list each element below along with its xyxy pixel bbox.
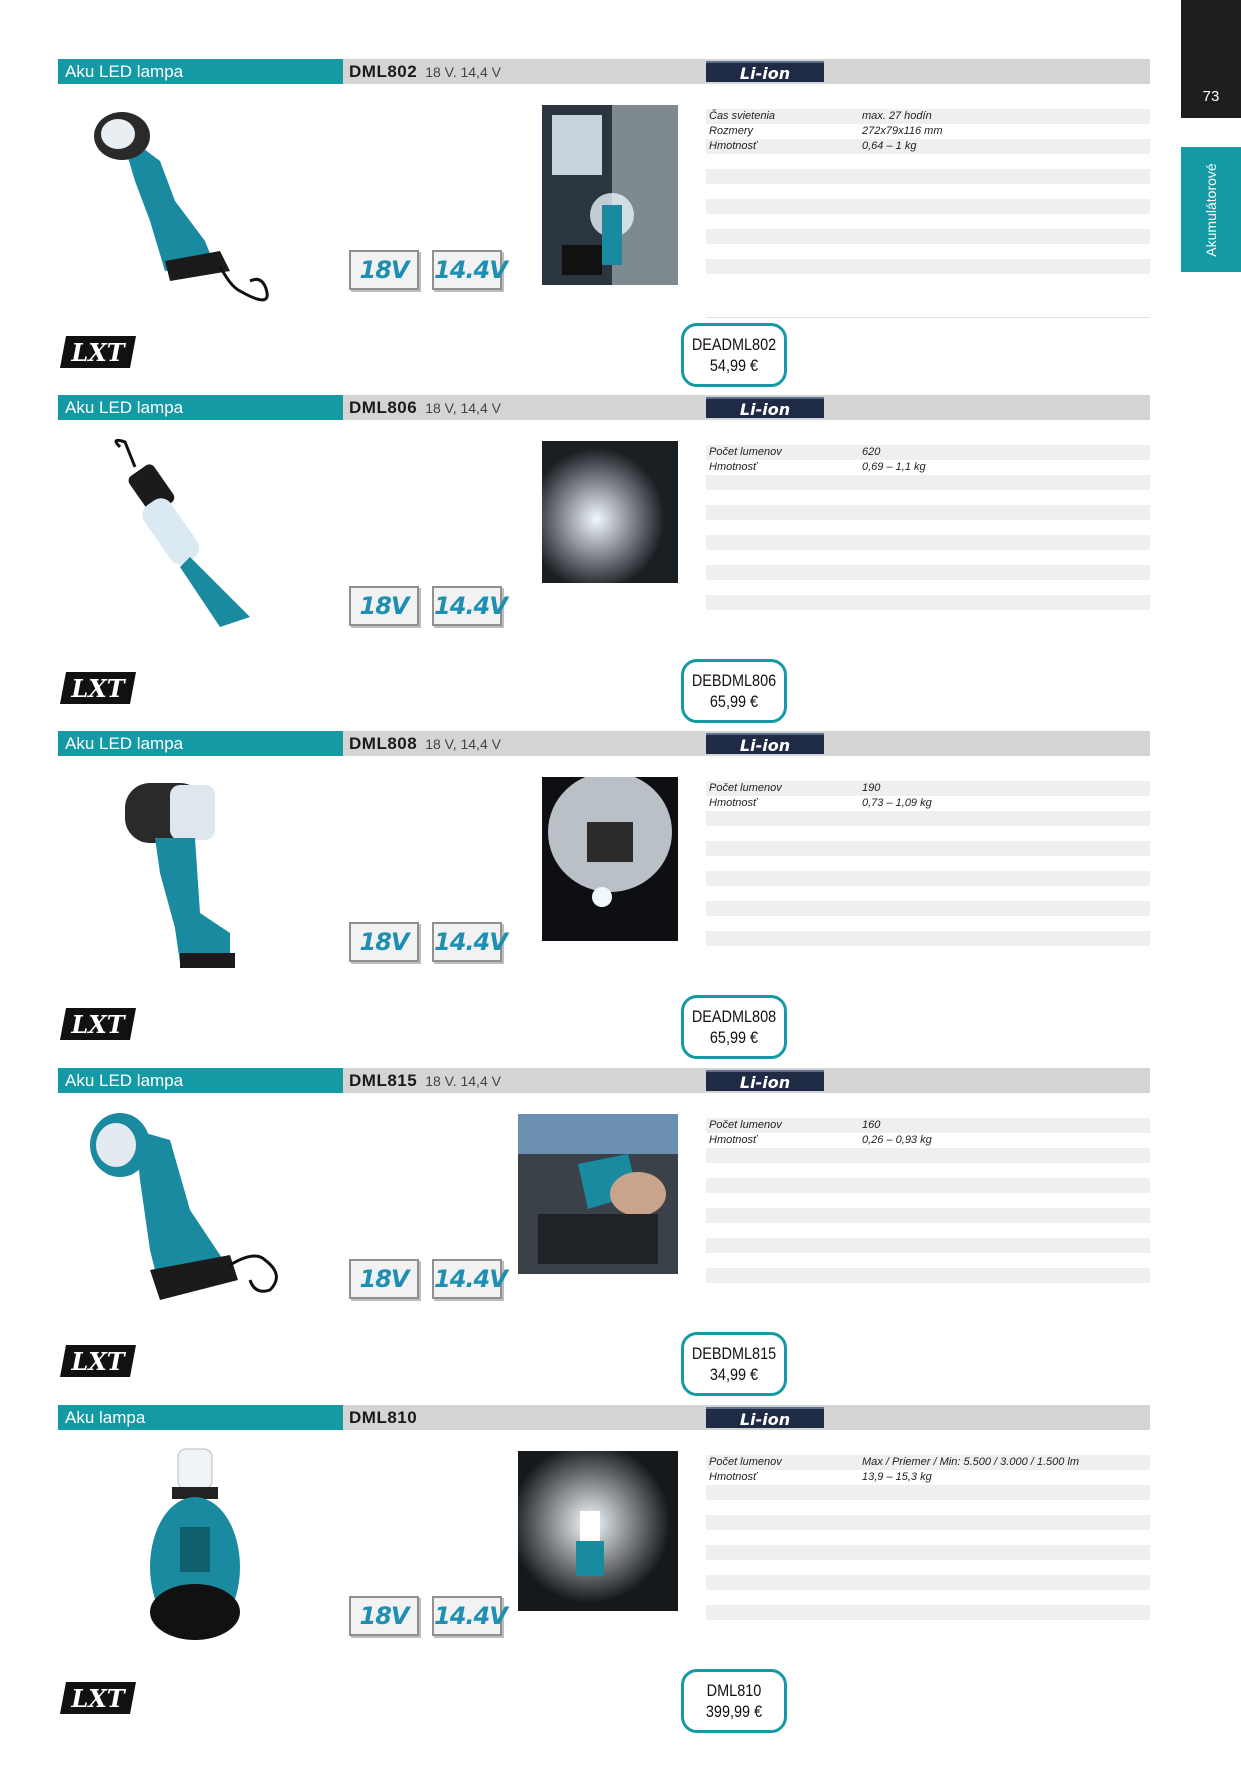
category-side-tab bbox=[1181, 147, 1241, 272]
product-model: DML806 bbox=[349, 398, 418, 417]
product-model-line bbox=[349, 731, 501, 756]
product-model-line bbox=[349, 395, 501, 420]
product-model-line bbox=[349, 59, 501, 84]
spec-value: 13,9 – 15,3 kg bbox=[862, 1471, 932, 1483]
product-usage-photo bbox=[518, 1114, 678, 1274]
product-image-flashlight bbox=[80, 91, 290, 311]
lxt-logo bbox=[60, 1343, 136, 1379]
spec-label: Počet lumenov bbox=[709, 446, 782, 458]
price-code: DEBDML815 bbox=[691, 1344, 777, 1363]
spec-label: Čas svietenia bbox=[709, 110, 776, 122]
spec-row bbox=[709, 109, 1149, 124]
product-voltage: 18 V, 14,4 V bbox=[425, 400, 501, 416]
product-header bbox=[58, 59, 1150, 84]
product-category: Aku LED lampa bbox=[58, 1068, 343, 1093]
spec-label: Hmotnosť bbox=[709, 1471, 757, 1483]
lxt-logo-text: LXT bbox=[71, 674, 125, 703]
product-category: Aku LED lampa bbox=[58, 731, 343, 756]
product-image-area-light bbox=[80, 1437, 290, 1657]
price-code: DEADML802 bbox=[691, 335, 777, 354]
spec-value: 620 bbox=[862, 446, 881, 458]
badge-14-4v: 14.4V bbox=[432, 586, 502, 626]
spec-row bbox=[709, 139, 1149, 154]
product-header bbox=[58, 731, 1150, 756]
product-section-dml810 bbox=[0, 1405, 1181, 1741]
price-code: DML810 bbox=[706, 1681, 762, 1700]
badge-18v: 18V bbox=[349, 586, 419, 626]
badge-14-4v: 14.4V bbox=[432, 1259, 502, 1299]
product-section-dml815 bbox=[0, 1068, 1181, 1404]
page-number: 73 bbox=[1202, 88, 1220, 105]
spec-row bbox=[709, 1455, 1149, 1470]
spec-table bbox=[709, 1455, 1149, 1485]
product-model: DML808 bbox=[349, 734, 418, 753]
product-usage-photo bbox=[542, 441, 678, 583]
lxt-logo bbox=[60, 1680, 136, 1716]
product-category: Aku LED lampa bbox=[58, 395, 343, 420]
lxt-logo bbox=[60, 334, 136, 370]
lxt-logo bbox=[60, 670, 136, 706]
spec-row bbox=[709, 781, 1149, 796]
product-header bbox=[58, 1405, 1150, 1430]
product-section-dml802 bbox=[0, 59, 1181, 395]
spec-table bbox=[709, 445, 1149, 475]
spec-label: Počet lumenov bbox=[709, 1119, 782, 1131]
product-model: DML802 bbox=[349, 62, 418, 81]
spec-label: Hmotnosť bbox=[709, 1134, 757, 1146]
spec-value: 0,64 – 1 kg bbox=[862, 140, 917, 152]
product-usage-photo bbox=[542, 105, 678, 285]
product-voltage: 18 V. 14,4 V bbox=[425, 64, 501, 80]
product-image-flashlight bbox=[80, 1100, 290, 1320]
price-amount: 65,99 € bbox=[709, 1028, 759, 1047]
spec-row bbox=[709, 1118, 1149, 1133]
product-usage-photo bbox=[542, 777, 678, 941]
price-amount: 65,99 € bbox=[709, 692, 759, 711]
spec-row bbox=[709, 445, 1149, 460]
divider bbox=[706, 317, 1150, 318]
li-ion-badge: Li-ion bbox=[706, 61, 824, 82]
spec-row bbox=[709, 1470, 1149, 1485]
li-ion-badge: Li-ion bbox=[706, 1407, 824, 1428]
badge-18v: 18V bbox=[349, 922, 419, 962]
spec-row bbox=[709, 796, 1149, 811]
page-number-tab bbox=[1181, 0, 1241, 118]
spec-label: Hmotnosť bbox=[709, 140, 757, 152]
product-category: Aku LED lampa bbox=[58, 59, 343, 84]
badge-18v: 18V bbox=[349, 250, 419, 290]
badge-18v: 18V bbox=[349, 1596, 419, 1636]
price-tag bbox=[681, 1669, 787, 1733]
spec-row bbox=[709, 124, 1149, 139]
product-section-dml808 bbox=[0, 731, 1181, 1067]
spec-value: max. 27 hodín bbox=[862, 110, 932, 122]
spec-table bbox=[709, 1118, 1149, 1148]
spec-label: Hmotnosť bbox=[709, 797, 757, 809]
badge-14-4v: 14.4V bbox=[432, 250, 502, 290]
product-voltage: 18 V. 14,4 V bbox=[425, 1073, 501, 1089]
spec-value: 272x79x116 mm bbox=[862, 125, 943, 137]
spec-label: Počet lumenov bbox=[709, 782, 782, 794]
product-image-lantern bbox=[80, 427, 290, 647]
spec-label: Rozmery bbox=[709, 125, 754, 137]
spec-row bbox=[709, 1133, 1149, 1148]
product-section-dml806 bbox=[0, 395, 1181, 731]
lxt-logo-text: LXT bbox=[71, 338, 125, 367]
li-ion-badge: Li-ion bbox=[706, 733, 824, 754]
price-code: DEBDML806 bbox=[691, 671, 777, 690]
product-header bbox=[58, 395, 1150, 420]
product-voltage: 18 V, 14,4 V bbox=[425, 736, 501, 752]
spec-table bbox=[709, 109, 1149, 154]
badge-18v: 18V bbox=[349, 1259, 419, 1299]
spec-table bbox=[709, 781, 1149, 811]
price-amount: 399,99 € bbox=[705, 1702, 763, 1721]
price-tag bbox=[681, 659, 787, 723]
lxt-logo bbox=[60, 1006, 136, 1042]
product-image-flashlight bbox=[80, 763, 290, 983]
li-ion-badge: Li-ion bbox=[706, 1070, 824, 1091]
category-side-label: Akumulátorové bbox=[1203, 162, 1219, 257]
spec-label: Hmotnosť bbox=[709, 461, 757, 473]
lxt-logo-text: LXT bbox=[71, 1347, 125, 1376]
badge-14-4v: 14.4V bbox=[432, 1596, 502, 1636]
price-code: DEADML808 bbox=[691, 1007, 777, 1026]
spec-label: Počet lumenov bbox=[709, 1456, 782, 1468]
lxt-logo-text: LXT bbox=[71, 1684, 125, 1713]
price-amount: 54,99 € bbox=[709, 356, 759, 375]
product-model-line bbox=[349, 1405, 425, 1430]
spec-value: Max / Priemer / Min: 5.500 / 3.000 / 1.500 lm bbox=[862, 1456, 1080, 1468]
price-tag bbox=[681, 1332, 787, 1396]
price-tag bbox=[681, 995, 787, 1059]
spec-value: 0,26 – 0,93 kg bbox=[862, 1134, 932, 1146]
spec-value: 160 bbox=[862, 1119, 881, 1131]
spec-row bbox=[709, 460, 1149, 475]
price-tag bbox=[681, 323, 787, 387]
product-header bbox=[58, 1068, 1150, 1093]
spec-value: 190 bbox=[862, 782, 881, 794]
product-model: DML815 bbox=[349, 1071, 418, 1090]
spec-value: 0,69 – 1,1 kg bbox=[862, 461, 926, 473]
product-category: Aku lampa bbox=[58, 1405, 343, 1430]
product-usage-photo bbox=[518, 1451, 678, 1611]
product-model: DML810 bbox=[349, 1408, 418, 1427]
lxt-logo-text: LXT bbox=[71, 1010, 125, 1039]
product-model-line bbox=[349, 1068, 501, 1093]
price-amount: 34,99 € bbox=[709, 1365, 759, 1384]
spec-value: 0,73 – 1,09 kg bbox=[862, 797, 932, 809]
li-ion-badge: Li-ion bbox=[706, 397, 824, 418]
badge-14-4v: 14.4V bbox=[432, 922, 502, 962]
